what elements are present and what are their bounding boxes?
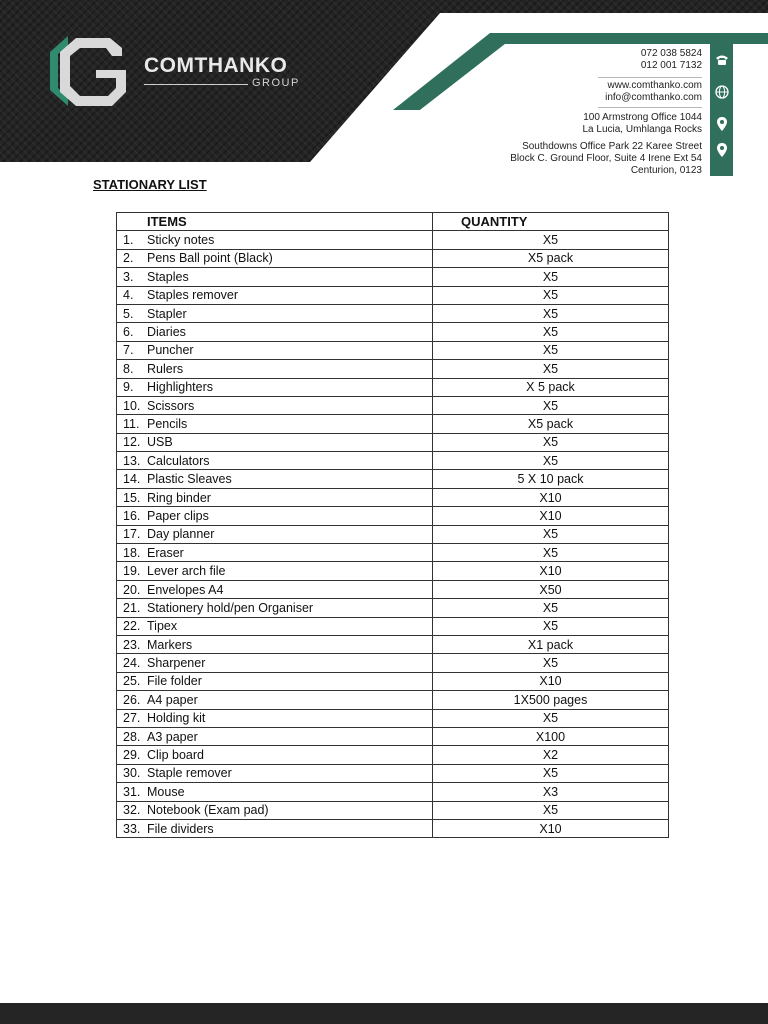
address-block-2: [510, 141, 702, 177]
phone-block: [641, 48, 702, 72]
table-row: [117, 599, 669, 617]
item-number: 20.: [123, 582, 141, 597]
item-name: A4 paper: [147, 692, 198, 707]
quantity-cell: X5 pack: [433, 249, 669, 267]
item-number: 7.: [123, 343, 134, 358]
item-number: 10.: [123, 398, 141, 413]
item-cell: [117, 452, 433, 470]
location-pin-icon: [712, 114, 732, 134]
item-number: 25.: [123, 674, 141, 689]
quantity-cell: X 5 pack: [433, 378, 669, 396]
quantity-cell: X5: [433, 341, 669, 359]
item-name: Eraser: [147, 545, 184, 560]
quantity-cell: X2: [433, 746, 669, 764]
item-number: 12.: [123, 435, 141, 450]
table-row: [117, 746, 669, 764]
item-number: 8.: [123, 361, 134, 376]
item-number: 32.: [123, 803, 141, 818]
item-number: 6.: [123, 325, 134, 340]
table-row: [117, 433, 669, 451]
table-row: [117, 249, 669, 267]
table-row: [117, 819, 669, 837]
phone-number-1: 072 038 5824: [640, 48, 702, 59]
item-cell: [117, 599, 433, 617]
quantity-cell: X1 pack: [433, 635, 669, 653]
item-name: Pens Ball point (Black): [147, 251, 273, 266]
item-cell: [117, 635, 433, 653]
quantity-cell: X10: [433, 507, 669, 525]
quantity-cell: X5: [433, 286, 669, 304]
item-name: Stationery hold/pen Organiser: [147, 600, 314, 615]
item-name: Stapler: [147, 306, 187, 321]
quantity-cell: X5: [433, 360, 669, 378]
item-name: Tipex: [147, 619, 178, 634]
item-number: 22.: [123, 619, 141, 634]
phone-icon: [712, 50, 732, 70]
item-name: Puncher: [147, 343, 194, 358]
address-block-1: [582, 112, 702, 136]
item-number: 1.: [123, 233, 134, 248]
quantity-cell: X5: [433, 231, 669, 249]
location-pin-icon: [712, 140, 732, 160]
item-number: 15.: [123, 490, 141, 505]
item-cell: [117, 764, 433, 782]
item-name: Pencils: [147, 416, 188, 431]
item-cell: [117, 378, 433, 396]
item-name: Highlighters: [147, 380, 214, 395]
quantity-cell: X5 pack: [433, 415, 669, 433]
item-cell: [117, 617, 433, 635]
brand-name: COMTHANKO: [144, 54, 288, 77]
item-cell: [117, 415, 433, 433]
item-name: Staples remover: [147, 288, 239, 303]
item-name: Staples: [147, 269, 189, 284]
item-name: File dividers: [147, 821, 214, 836]
item-number: 17.: [123, 527, 141, 542]
table-row: [117, 415, 669, 433]
item-number: 27.: [123, 711, 141, 726]
item-cell: [117, 746, 433, 764]
item-name: Markers: [147, 637, 193, 652]
quantity-cell: X3: [433, 783, 669, 801]
contact-divider: [598, 107, 702, 108]
address-1-line-1: 100 Armstrong Office 1044: [583, 112, 702, 123]
item-cell: [117, 488, 433, 506]
item-cell: [117, 433, 433, 451]
quantity-cell: X5: [433, 323, 669, 341]
table-row: [117, 580, 669, 598]
table-row: [117, 783, 669, 801]
item-cell: [117, 691, 433, 709]
table-row: [117, 562, 669, 580]
item-cell: [117, 801, 433, 819]
item-name: Clip board: [147, 748, 204, 763]
table-row: [117, 470, 669, 488]
stationery-table: [116, 212, 669, 838]
quantity-cell: X10: [433, 562, 669, 580]
item-number: 19.: [123, 564, 141, 579]
item-name: Rulers: [147, 361, 184, 376]
item-cell: [117, 525, 433, 543]
quantity-cell: X5: [433, 654, 669, 672]
table-row: [117, 617, 669, 635]
table-row: [117, 452, 669, 470]
table-row: [117, 709, 669, 727]
item-number: 33.: [123, 821, 141, 836]
quantity-cell: X5: [433, 599, 669, 617]
item-name: Envelopes A4: [147, 582, 224, 597]
brand-subtitle: GROUP: [252, 77, 300, 89]
quantity-cell: X5: [433, 617, 669, 635]
address-2-line-1: Southdowns Office Park 22 Karee Street: [522, 141, 702, 152]
item-cell: [117, 470, 433, 488]
table-row: [117, 323, 669, 341]
item-name: Calculators: [147, 453, 210, 468]
table-row: [117, 231, 669, 249]
table-row: [117, 654, 669, 672]
table-header-row: [117, 213, 669, 231]
table-body: [117, 231, 669, 838]
quantity-cell: X5: [433, 396, 669, 414]
item-cell: [117, 286, 433, 304]
item-cell: [117, 507, 433, 525]
item-name: Staple remover: [147, 766, 232, 781]
brand-divider: [144, 84, 248, 85]
quantity-cell: X10: [433, 819, 669, 837]
quantity-cell: X5: [433, 764, 669, 782]
item-name: Notebook (Exam pad): [147, 803, 269, 818]
quantity-cell: X5: [433, 709, 669, 727]
item-cell: [117, 396, 433, 414]
contact-divider: [598, 77, 702, 78]
item-name: Scissors: [147, 398, 195, 413]
table-row: [117, 360, 669, 378]
item-number: 13.: [123, 453, 141, 468]
table-row: [117, 691, 669, 709]
item-cell: [117, 672, 433, 690]
table-row: [117, 801, 669, 819]
item-cell: [117, 341, 433, 359]
item-number: 30.: [123, 766, 141, 781]
item-cell: [117, 709, 433, 727]
item-cell: [117, 268, 433, 286]
item-name: Day planner: [147, 527, 215, 542]
item-number: 26.: [123, 692, 141, 707]
item-name: A3 paper: [147, 729, 198, 744]
quantity-cell: X50: [433, 580, 669, 598]
quantity-cell: X5: [433, 452, 669, 470]
item-number: 2.: [123, 251, 134, 266]
item-number: 18.: [123, 545, 141, 560]
quantity-cell: X5: [433, 268, 669, 286]
web-block: [605, 80, 702, 104]
quantity-cell: X5: [433, 525, 669, 543]
item-cell: [117, 544, 433, 562]
quantity-cell: X5: [433, 304, 669, 322]
address-2-line-3: Centurion, 0123: [630, 165, 702, 176]
item-cell: [117, 249, 433, 267]
globe-icon: [712, 82, 732, 102]
quantity-cell: X100: [433, 727, 669, 745]
table-row: [117, 507, 669, 525]
item-name: Lever arch file: [147, 564, 226, 579]
footer-bar: [0, 1003, 768, 1024]
phone-number-2: 012 001 7132: [640, 60, 702, 71]
item-cell: [117, 783, 433, 801]
quantity-cell: X10: [433, 672, 669, 690]
email-link[interactable]: info@comthanko.com: [605, 92, 702, 103]
item-number: 21.: [123, 600, 141, 615]
item-name: Diaries: [147, 325, 186, 340]
table-row: [117, 764, 669, 782]
item-cell: [117, 323, 433, 341]
item-number: 31.: [123, 784, 141, 799]
item-name: File folder: [147, 674, 202, 689]
item-cell: [117, 727, 433, 745]
table-row: [117, 488, 669, 506]
item-name: Holding kit: [147, 711, 206, 726]
address-2-line-2: Block C. Ground Floor, Suite 4 Irene Ext 54: [510, 153, 702, 164]
table-row: [117, 396, 669, 414]
quantity-cell: 1X500 pages: [433, 691, 669, 709]
item-number: 28.: [123, 729, 141, 744]
table-row: [117, 268, 669, 286]
table-row: [117, 525, 669, 543]
quantity-cell: X10: [433, 488, 669, 506]
table-row: [117, 544, 669, 562]
item-number: 9.: [123, 380, 134, 395]
website-link[interactable]: www.comthanko.com: [607, 80, 702, 91]
column-header-quantity: QUANTITY: [433, 213, 669, 231]
item-cell: [117, 654, 433, 672]
item-name: Sticky notes: [147, 233, 215, 248]
item-name: USB: [147, 435, 173, 450]
table-row: [117, 672, 669, 690]
item-name: Sharpener: [147, 656, 206, 671]
table-row: [117, 341, 669, 359]
item-cell: [117, 580, 433, 598]
item-number: 11.: [123, 416, 140, 431]
document-title: STATIONARY LIST: [93, 177, 207, 192]
item-number: 16.: [123, 508, 141, 523]
item-number: 23.: [123, 637, 141, 652]
item-name: Ring binder: [147, 490, 211, 505]
column-header-items: ITEMS: [117, 213, 433, 231]
table-row: [117, 727, 669, 745]
item-number: 4.: [123, 288, 134, 303]
table-row: [117, 635, 669, 653]
address-1-line-2: La Lucia, Umhlanga Rocks: [582, 124, 702, 135]
quantity-cell: X5: [433, 544, 669, 562]
item-number: 24.: [123, 656, 141, 671]
item-number: 3.: [123, 269, 134, 284]
table-row: [117, 304, 669, 322]
company-logo-icon: [46, 34, 134, 110]
item-number: 14.: [123, 472, 141, 487]
item-cell: [117, 360, 433, 378]
table-row: [117, 378, 669, 396]
quantity-cell: X5: [433, 433, 669, 451]
item-name: Paper clips: [147, 508, 209, 523]
item-number: 5.: [123, 306, 134, 321]
item-cell: [117, 819, 433, 837]
item-name: Plastic Sleaves: [147, 472, 232, 487]
item-cell: [117, 304, 433, 322]
quantity-cell: X5: [433, 801, 669, 819]
item-name: Mouse: [147, 784, 185, 799]
item-cell: [117, 231, 433, 249]
item-number: 29.: [123, 748, 141, 763]
quantity-cell: 5 X 10 pack: [433, 470, 669, 488]
item-cell: [117, 562, 433, 580]
table-row: [117, 286, 669, 304]
